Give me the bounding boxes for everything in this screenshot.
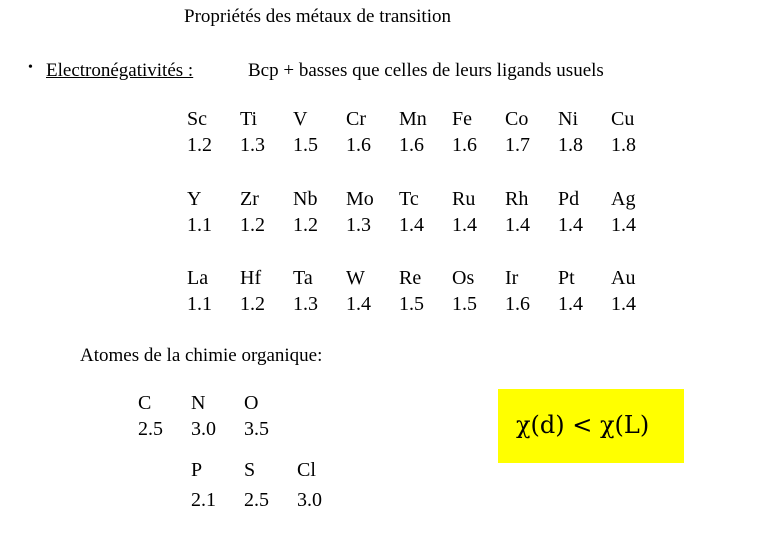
element-cell [558,186,614,238]
element-cell [505,186,561,238]
electronegativity-value: 1.8 [558,134,583,156]
element-symbol: Nb [293,188,318,210]
element-symbol: Ta [293,267,313,289]
electronegativity-value: 1.6 [346,134,371,156]
element-symbol: Re [399,267,422,289]
electronegativity-value: 1.4 [399,214,424,236]
electronegativity-value: 1.5 [293,134,318,156]
electronegativity-value: 1.3 [346,214,371,236]
element-cell [346,186,402,238]
element-symbol: Mo [346,188,374,210]
electronegativity-value: 1.1 [187,214,212,236]
element-symbol: Mn [399,108,427,130]
element-symbol: Ru [452,188,476,210]
element-symbol: Y [187,188,202,210]
electronegativity-value: 1.1 [187,293,212,315]
element-symbol: Cr [346,108,366,130]
element-symbol: Ag [611,188,636,210]
element-cell [399,186,455,238]
electronegativity-value: 1.4 [505,214,530,236]
element-cell [346,106,402,158]
element-cell [399,265,455,317]
electronegativity-value: 1.3 [240,134,265,156]
electronegativity-inequality: χ(d) < χ(L) [516,411,650,439]
element-symbol: Os [452,267,475,289]
electronegativity-value: 1.7 [505,134,530,156]
electronegativity-value: 1.6 [505,293,530,315]
electronegativity-label: Electronégativités : [46,60,194,81]
electronegativity-value: 3.0 [297,489,322,511]
element-cell [611,186,667,238]
element-cell [293,265,349,317]
electronegativity-value: 2.5 [244,489,269,511]
element-symbol: Rh [505,188,529,210]
element-symbol: La [187,267,209,289]
element-cell [558,265,614,317]
element-symbol: Au [611,267,636,289]
element-symbol: Cl [297,459,316,481]
electronegativity-value: 1.8 [611,134,636,156]
electronegativity-value: 1.4 [452,214,477,236]
organic-atom-cell [244,455,300,515]
organic-atom-cell [297,455,353,515]
element-cell [187,106,243,158]
electronegativity-value: 1.2 [240,214,265,236]
element-symbol: Ni [558,108,578,130]
electronegativity-value: 1.4 [558,214,583,236]
element-symbol: Ir [505,267,519,289]
element-cell [187,186,243,238]
element-cell [611,265,667,317]
organic-atoms-heading: Atomes de la chimie organique: [80,345,323,366]
element-symbol: O [244,392,259,414]
element-symbol: Sc [187,108,207,130]
element-cell [240,186,296,238]
electronegativity-note: Bcp + basses que celles de leurs ligands usuels [248,60,604,81]
element-symbol: Pd [558,188,580,210]
element-cell [505,265,561,317]
bullet-marker: • [28,60,33,75]
element-cell [399,106,455,158]
element-cell [293,186,349,238]
element-cell [558,106,614,158]
element-symbol: P [191,459,203,481]
electronegativity-value: 3.0 [191,418,216,440]
electronegativity-value: 2.5 [138,418,163,440]
element-symbol: C [138,392,152,414]
electronegativity-value: 1.5 [452,293,477,315]
element-symbol: S [244,459,256,481]
electronegativity-value: 2.1 [191,489,216,511]
element-symbol: N [191,392,206,414]
element-cell [452,106,508,158]
electronegativity-value: 1.4 [611,214,636,236]
element-cell [187,265,243,317]
organic-atom-cell [191,455,247,515]
element-symbol: Zr [240,188,259,210]
electronegativity-value: 1.6 [452,134,477,156]
electronegativity-value: 1.2 [187,134,212,156]
electronegativity-value: 1.6 [399,134,424,156]
element-symbol: Tc [399,188,419,210]
electronegativity-value: 1.5 [399,293,424,315]
electronegativity-value: 1.4 [346,293,371,315]
element-symbol: Hf [240,267,262,289]
organic-atom-cell [138,390,194,442]
element-symbol: W [346,267,365,289]
formula-highlight-box [498,389,684,463]
element-symbol: Fe [452,108,472,130]
element-cell [240,106,296,158]
element-symbol: Ti [240,108,258,130]
electronegativity-value: 1.4 [558,293,583,315]
electronegativity-value: 1.3 [293,293,318,315]
electronegativity-value: 1.4 [611,293,636,315]
organic-atom-cell [191,390,247,442]
page-title: Propriétés des métaux de transition [184,6,451,27]
element-cell [346,265,402,317]
element-cell [452,265,508,317]
element-symbol: V [293,108,308,130]
element-symbol: Pt [558,267,575,289]
element-cell [611,106,667,158]
element-cell [505,106,561,158]
electronegativity-value: 1.2 [293,214,318,236]
element-cell [240,265,296,317]
element-cell [293,106,349,158]
electronegativity-value: 3.5 [244,418,269,440]
element-symbol: Co [505,108,529,130]
element-cell [452,186,508,238]
organic-atom-cell [244,390,300,442]
element-symbol: Cu [611,108,635,130]
electronegativity-value: 1.2 [240,293,265,315]
